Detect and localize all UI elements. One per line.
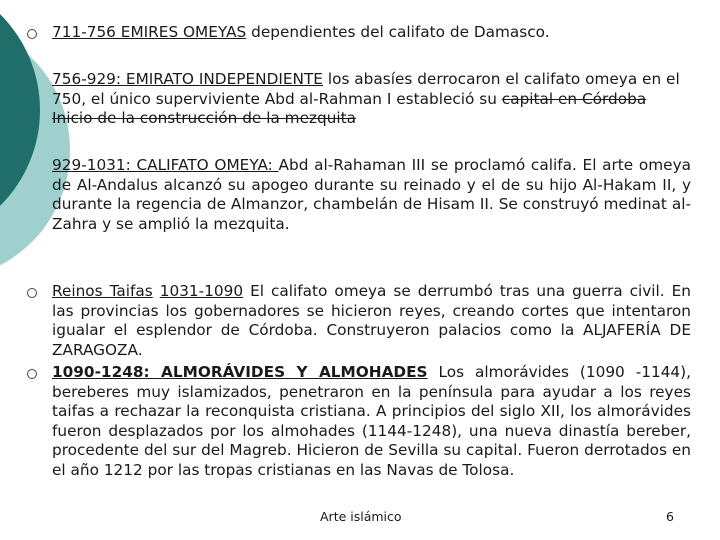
item-5-heading: 1090-1248: ALMORÁVIDES Y ALMOHADES <box>52 363 428 381</box>
timeline-item-4 <box>52 282 691 360</box>
timeline-item-3 <box>52 156 691 234</box>
page-number: 6 <box>666 509 674 524</box>
item-1-text: dependientes del califato de Damasco. <box>246 23 550 41</box>
item-3-heading: 929-1031: CALIFATO OMEYA: <box>52 156 279 174</box>
timeline-item-2 <box>52 70 691 129</box>
item-4-heading-a: Reinos Taifas <box>52 282 153 300</box>
item-5-text: Los almorávides (1090 -1144), bereberes muy islamizados, penetraron en la península para ayudar a los reyes taifas a rechazar la reconquista cristiana. A principios del siglo XII, los almorávides fueron desplazados por los almohades (1144-1248), una nueva dinastía bereber, procedente del sur del Magreb. Hicieron de Sevilla su capital. Fueron derrotados en el año 1212 por las tropas cristianas en las Navas de Tolosa. <box>52 363 691 479</box>
item-4-heading-b: 1031-1090 <box>159 282 244 300</box>
item-2-text: los abasíes derrocaron el califato omeya en el 750, el único superviviente Abd al-Rahman I estableció su <box>52 70 680 108</box>
timeline-item-5 <box>52 363 691 481</box>
hollow-circle-bullet-icon <box>27 369 37 379</box>
teal-circle-decoration <box>0 0 80 300</box>
hollow-circle-bullet-icon <box>27 29 37 39</box>
item-2-heading: 756-929: EMIRATO INDEPENDIENTE <box>52 70 323 88</box>
slide-footer <box>0 509 720 527</box>
item-2-struck-text: capital en Córdoba Inicio de la construcción de la mezquita <box>52 89 647 128</box>
item-3-text: Abd al-Rahaman III se proclamó califa. El arte omeya de Al-Andalus alcanzó su apogeo durante su reinado y el de su hijo Al-Hakam II, y durante la regencia de Almanzor, chambelán de Hisam II. Se construyó medinat al-Zahra y se amplió la mezquita. <box>52 156 691 233</box>
footer-title: Arte islámico <box>320 509 402 524</box>
timeline-item-1 <box>52 23 691 43</box>
item-4-text: El califato omeya se derrumbó tras una guerra civil. En las provincias los gobernadores se hicieron reyes, creando cortes que intentaron igualar el esplendor de Córdoba. Construyeron palacios como la ALJAFERÍA DE ZARAGOZA. <box>52 282 691 359</box>
hollow-circle-bullet-icon <box>27 288 37 298</box>
item-1-heading: 711-756 EMIRES OMEYAS <box>52 23 247 41</box>
